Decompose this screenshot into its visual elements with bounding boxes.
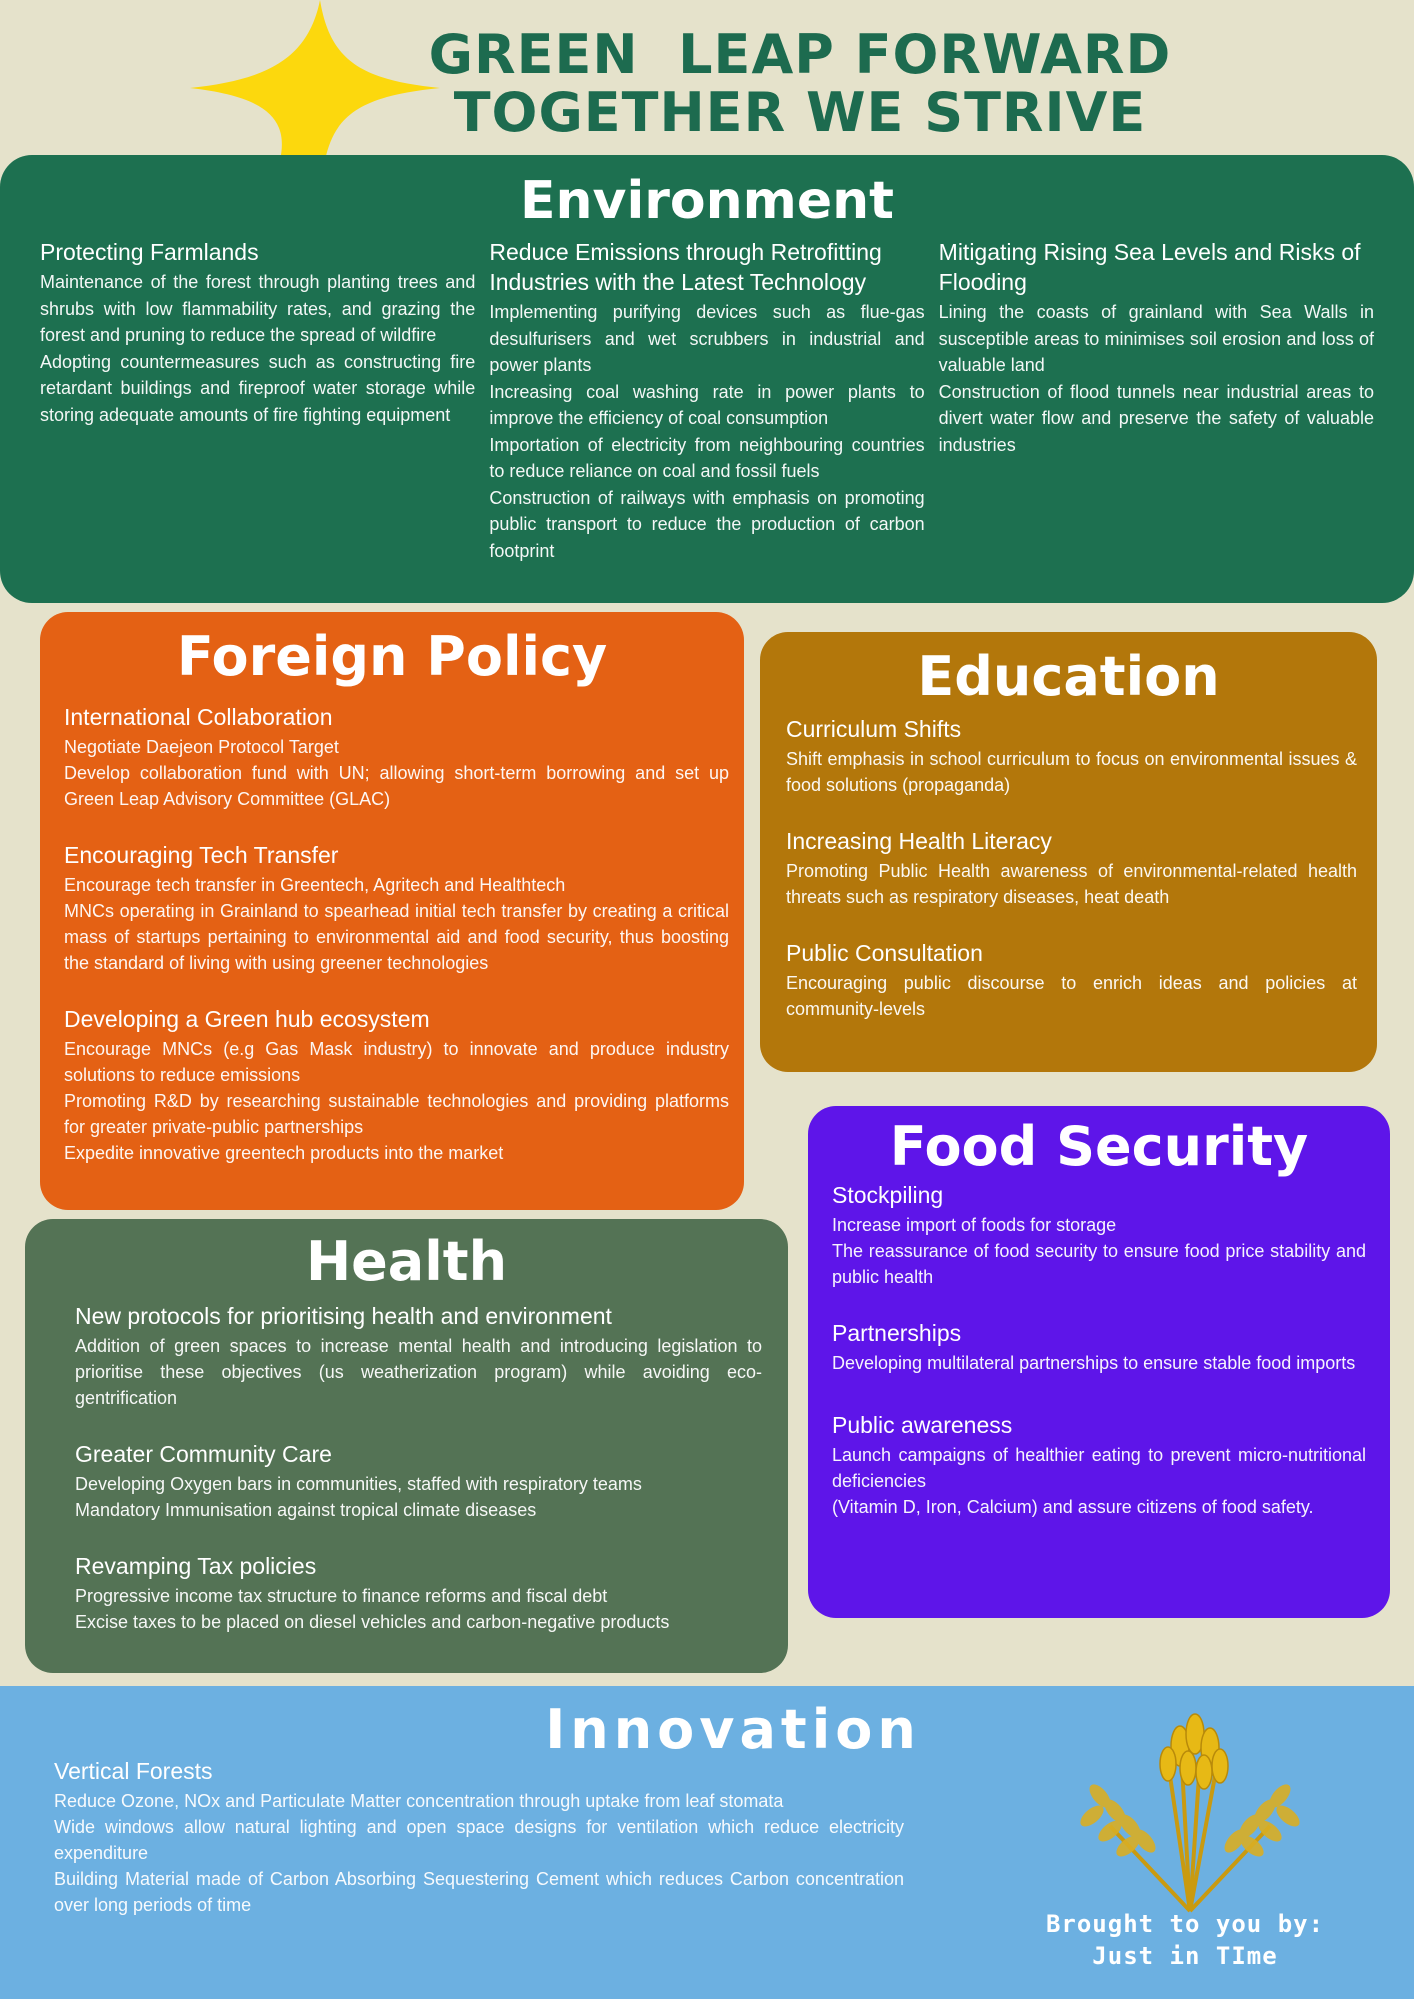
environment-panel (0, 155, 1414, 603)
bullet-text: Construction of railways with emphasis on promoting public transport to reduce the production of carbon footprint (489, 487, 925, 561)
bullet-text: Promoting R&D by researching sustainable technologies and providing platforms for greater private-public partnerships (64, 1091, 729, 1137)
bullet-text: Building Material made of Carbon Absorbing Sequestering Cement which reduces Carbon concentration over long periods of time (54, 1869, 904, 1915)
policy-item (832, 1318, 1366, 1376)
section-subtitle: Greater Community Care (75, 1441, 332, 1467)
environment-column (939, 237, 1374, 564)
policy-item (64, 702, 729, 812)
bullet-text: (Vitamin D, Iron, Calcium) and assure citizens of food safety. (832, 1497, 1314, 1517)
bullet-text: Negotiate Daejeon Protocol Target (64, 737, 339, 757)
bullet-text: Excise taxes to be placed on diesel vehicles and carbon-negative products (75, 1612, 670, 1632)
title-line-1: GREEN LEAP FORWARD (428, 23, 1172, 86)
bullet-text: Progressive income tax structure to finance reforms and fiscal debt (75, 1586, 608, 1606)
health-panel (25, 1219, 788, 1673)
section-subtitle: Public awareness (832, 1412, 1013, 1438)
policy-item (786, 938, 1357, 1022)
bullet-text: Mandatory Immunisation against tropical climate diseases (75, 1500, 537, 1520)
section-subtitle: Protecting Farmlands (40, 239, 259, 265)
bullet-text: Promoting Public Health awareness of environmental-related health threats such as respiratory diseases, heat death (786, 861, 1357, 907)
wheat-icon (1070, 1706, 1310, 1916)
bullet-text: Addition of green spaces to increase mental health and introducing legislation to prioritise these objectives (us weatherization program) while avoiding eco-gentrification (75, 1336, 762, 1408)
section-subtitle: New protocols for prioritising health and environment (75, 1303, 612, 1329)
section-subtitle: International Collaboration (64, 704, 333, 730)
policy-item (75, 1439, 762, 1523)
section-subtitle: Public Consultation (786, 940, 983, 966)
credit-line-2: Just in TIme (1092, 1942, 1278, 1970)
bullet-text: Encourage tech transfer in Greentech, Agritech and Healthtech (64, 875, 566, 895)
bullet-text: Encouraging public discourse to enrich ideas and policies at community-levels (786, 973, 1357, 1019)
policy-item (832, 1180, 1366, 1290)
innovation-heading: Innovation (545, 1698, 921, 1761)
foreign-policy-heading: Foreign Policy (176, 625, 608, 688)
bullet-text: Launch campaigns of healthier eating to prevent micro-nutritional deficiencies (832, 1445, 1366, 1491)
bullet-text: Developing multilateral partnerships to ensure stable food imports (832, 1353, 1356, 1373)
bullet-text: Increase import of foods for storage (832, 1215, 1117, 1235)
section-subtitle: Mitigating Rising Sea Levels and Risks of Flooding (938, 239, 1361, 295)
section-subtitle: Curriculum Shifts (786, 716, 962, 742)
section-subtitle: Vertical Forests (54, 1758, 213, 1784)
food-security-panel (808, 1106, 1390, 1618)
bullet-text: Lining the coasts of grainland with Sea Walls in susceptible areas to minimises soil erosion and loss of valuable land (938, 302, 1374, 375)
bullet-text: Develop collaboration fund with UN; allowing short-term borrowing and set up Green Leap Advisory Committee (GLAC) (64, 763, 729, 809)
policy-item (832, 1410, 1366, 1520)
poster-title (420, 23, 1180, 144)
education-panel (760, 632, 1377, 1072)
bullet-text: MNCs operating in Grainland to spearhead initial tech transfer by creating a critical mass of startups pertaining to environmental aid and food security, thus boosting the standard of living with using greener technologies (64, 901, 729, 973)
credit-block (1010, 1908, 1360, 1972)
bullet-text: Importation of electricity from neighbouring countries to reduce reliance on coal and fossil fuels (489, 434, 925, 481)
sparkle-star-icon (190, 0, 440, 160)
title-line-2: TOGETHER WE STRIVE (453, 81, 1147, 144)
section-subtitle: Stockpiling (832, 1182, 944, 1208)
bullet-text: Shift emphasis in school curriculum to focus on environmental issues & food solutions (propaganda) (786, 749, 1357, 795)
bullet-text: Increasing coal washing rate in power plants to improve the efficiency of coal consumption (489, 381, 925, 428)
section-subtitle: Reduce Emissions through Retrofitting Industries with the Latest Technology (489, 239, 882, 295)
policy-item (64, 840, 729, 976)
bullet-text: Encourage MNCs (e.g Gas Mask industry) to innovate and produce industry solutions to reduce emissions (64, 1039, 729, 1085)
section-subtitle: Revamping Tax policies (75, 1553, 317, 1579)
bullet-text: Expedite innovative greentech products into the market (64, 1143, 504, 1163)
bullet-text: Developing Oxygen bars in communities, staffed with respiratory teams (75, 1474, 642, 1494)
policy-item (786, 714, 1357, 798)
section-subtitle: Developing a Green hub ecosystem (64, 1006, 430, 1032)
food-security-heading: Food Security (889, 1115, 1309, 1178)
bullet-text: Wide windows allow natural lighting and open space designs for ventilation which reduce electricity expenditure (54, 1817, 904, 1863)
policy-item (75, 1551, 762, 1635)
foreign-policy-panel (40, 612, 744, 1210)
bullet-text: Reduce Ozone, NOx and Particulate Matter concentration through uptake from leaf stomata (54, 1791, 784, 1811)
section-subtitle: Encouraging Tech Transfer (64, 842, 339, 868)
policy-item (64, 1004, 729, 1166)
section-subtitle: Increasing Health Literacy (786, 828, 1052, 854)
bullet-text: The reassurance of food security to ensure food price stability and public health (832, 1241, 1366, 1287)
bullet-text: Adopting countermeasures such as constructing fire retardant buildings and fireproof water storage while storing adequate amounts of fire fighting equipment (40, 351, 476, 425)
policy-item (75, 1301, 762, 1411)
education-heading: Education (917, 645, 1220, 708)
policy-item (786, 826, 1357, 910)
environment-heading: Environment (520, 171, 894, 231)
section-subtitle: Partnerships (832, 1320, 962, 1346)
bullet-text: Maintenance of the forest through planting trees and shrubs with low flammability rates, and grazing the forest and pruning to reduce the spread of wildfire (40, 272, 476, 345)
environment-column (40, 237, 475, 564)
bullet-text: Implementing purifying devices such as flue-gas desulfurisers and wet scrubbers in industrial and power plants (489, 302, 925, 375)
environment-column (489, 237, 924, 564)
credit-line-1: Brought to you by: (1045, 1910, 1325, 1938)
health-heading: Health (305, 1230, 508, 1293)
bullet-text: Construction of flood tunnels near industrial areas to divert water flow and preserve the safety of valuable industries (938, 381, 1374, 455)
